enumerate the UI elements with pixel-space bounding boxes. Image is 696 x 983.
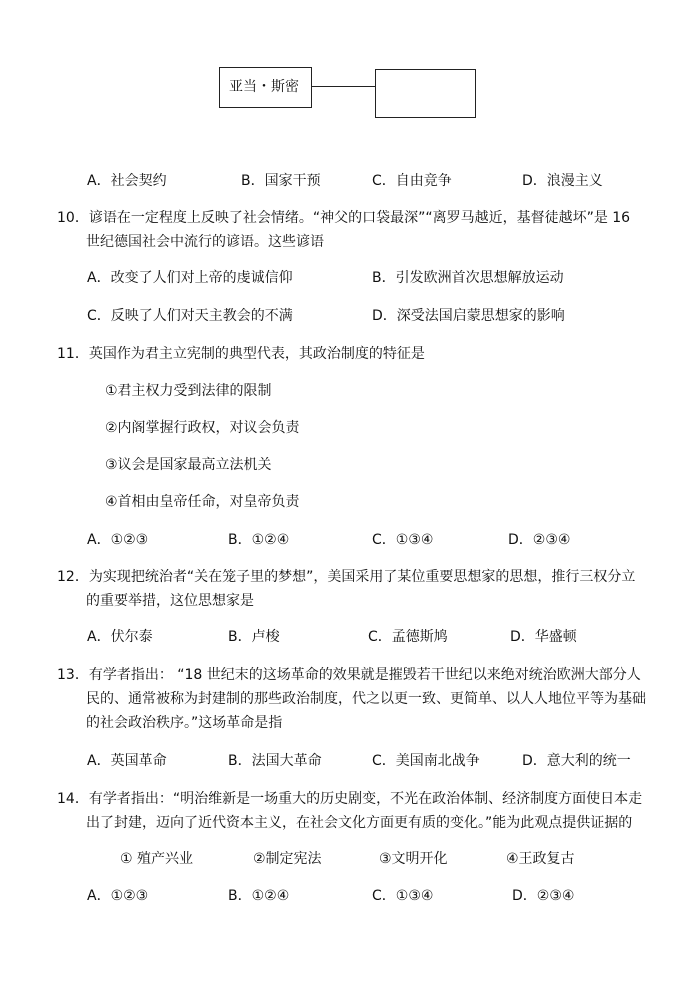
q13-stem-line1: 13．有学者指出： “18 世纪末的这场革命的效果就是摧毁若干世纪以来绝对统治欧洲大部分人 (57, 667, 641, 683)
q11-option-a: A．①②③ (87, 532, 149, 548)
q14-option-d: D．②③④ (512, 888, 575, 904)
q14-option-c: C．①③④ (372, 888, 434, 904)
diagram-connector-line (312, 86, 376, 87)
q10-option-a: A．改变了人们对上帝的虔诚信仰 (87, 270, 293, 286)
q12-option-d: D．华盛顿 (510, 629, 577, 645)
diagram-box-label: 亚当・斯密 (229, 79, 299, 95)
q10-option-d: D．深受法国启蒙思想家的影响 (372, 308, 565, 324)
q12-stem-line1: 12．为实现把统治者“关在笼子里的梦想”，美国采用了某位重要思想家的思想，推行三权分立 (57, 569, 636, 585)
q10-option-c: C．反映了人们对天主教会的不满 (87, 308, 293, 324)
q13-option-b: B．法国大革命 (228, 753, 322, 769)
q12-stem-line2: 的重要举措，这位思想家是 (86, 593, 254, 609)
q9-option-a: A．社会契约 (87, 173, 167, 189)
q9-option-c: C．自由竞争 (372, 173, 452, 189)
q10-stem-line2: 世纪德国社会中流行的谚语。这些谚语 (86, 234, 324, 250)
q13-option-d: D．意大利的统一 (522, 753, 631, 769)
q12-option-b: B．卢梭 (228, 629, 280, 645)
q13-option-a: A．英国革命 (87, 753, 167, 769)
q9-option-b: B．国家干预 (241, 173, 321, 189)
q11-stem: 11．英国作为君主立宪制的典型代表，其政治制度的特征是 (57, 346, 425, 362)
q14-option-a: A．①②③ (87, 888, 149, 904)
q13-stem-line2: 民的、通常被称为封建制的那些政治制度，代之以更一致、更简单、以人人地位平等为基础 (86, 691, 646, 707)
q10-option-b: B．引发欧洲首次思想解放运动 (372, 270, 564, 286)
q14-stem-line1: 14．有学者指出：“明治维新是一场重大的历史剧变，不光在政治体制、经济制度方面使日本走 (57, 791, 643, 807)
q14-item-4: ④王政复古 (506, 851, 575, 867)
q12-option-c: C．孟德斯鸠 (368, 629, 448, 645)
q11-option-d: D．②③④ (508, 532, 571, 548)
q14-item-3: ③文明开化 (379, 851, 448, 867)
diagram-box-blank (375, 69, 476, 118)
q11-item-1: ①君主权力受到法律的限制 (105, 383, 272, 399)
q14-stem-line2: 出了封建，迈向了近代资本主义，在社会文化方面更有质的变化。”能为此观点提供证据的 (86, 815, 633, 831)
q11-item-4: ④首相由皇帝任命，对皇帝负责 (105, 494, 300, 510)
q13-stem-line3: 的社会政治秩序。”这场革命是指 (86, 715, 283, 731)
q14-item-1: ① 殖产兴业 (120, 851, 194, 867)
q11-option-c: C．①③④ (372, 532, 434, 548)
q12-option-a: A．伏尔泰 (87, 629, 153, 645)
diagram-box-adam-smith (219, 67, 312, 108)
q13-option-c: C．美国南北战争 (372, 753, 480, 769)
q11-option-b: B．①②④ (228, 532, 290, 548)
q11-item-2: ②内阁掌握行政权，对议会负责 (105, 420, 300, 436)
q9-option-d: D．浪漫主义 (522, 173, 603, 189)
q14-item-2: ②制定宪法 (253, 851, 322, 867)
q14-option-b: B．①②④ (228, 888, 290, 904)
q10-stem-line1: 10．谚语在一定程度上反映了社会情绪。“神父的口袋最深”“离罗马越近，基督徒越坏”是 16 (57, 210, 631, 226)
q11-item-3: ③议会是国家最高立法机关 (105, 457, 272, 473)
